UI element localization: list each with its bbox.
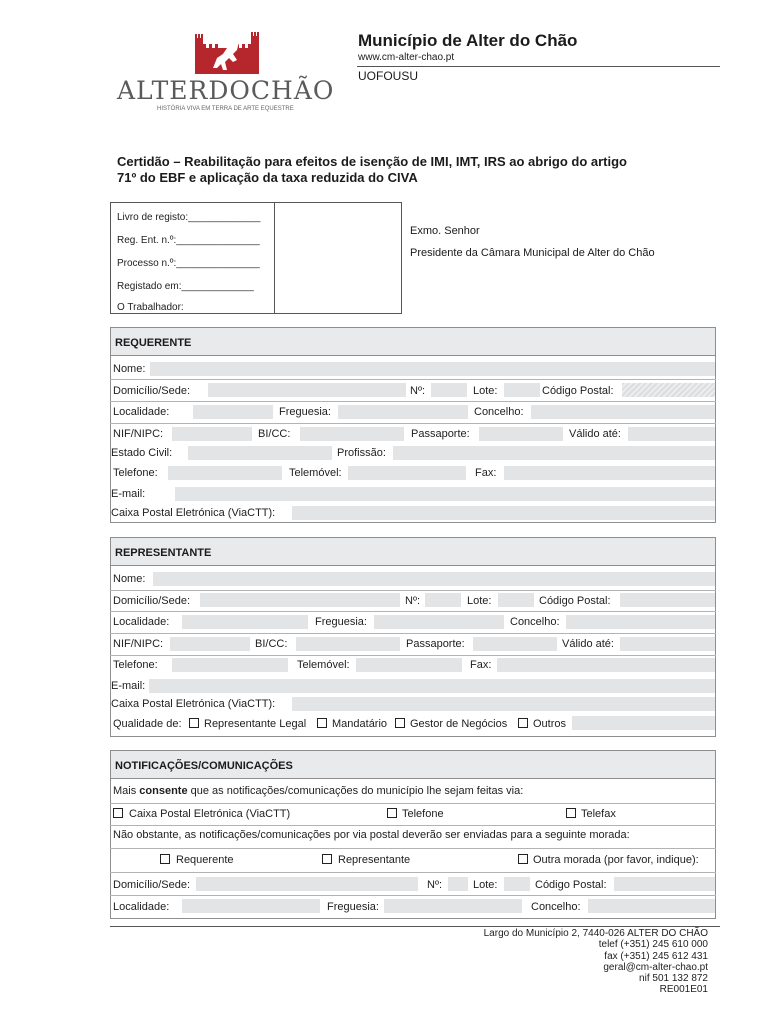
- row-divider: [110, 633, 716, 634]
- representante-numero-field[interactable]: [425, 593, 461, 607]
- option-morada-outra: Outra morada (por favor, indique):: [533, 854, 699, 866]
- label-codigo-postal: Código Postal:: [539, 595, 611, 607]
- label-lote: Lote:: [473, 385, 498, 397]
- requerente-nome-field[interactable]: [150, 362, 715, 376]
- requerente-lote-field[interactable]: [504, 383, 540, 397]
- option-gestor-negocios: Gestor de Negócios: [410, 718, 508, 730]
- representante-telemovel-field[interactable]: [356, 658, 462, 672]
- checkbox-morada-requerente[interactable]: [160, 854, 170, 864]
- requerente-nif-field[interactable]: [172, 427, 252, 441]
- requerente-passaporte-field[interactable]: [479, 427, 563, 441]
- label-concelho: Concelho:: [531, 901, 581, 913]
- notificacoes-concelho-field[interactable]: [588, 899, 715, 913]
- requerente-caixa-postal-field[interactable]: [292, 506, 715, 520]
- label-profissao: Profissão:: [337, 447, 386, 459]
- requerente-numero-field[interactable]: [431, 383, 467, 397]
- representante-lote-field[interactable]: [498, 593, 534, 607]
- label-nif: NIF/NIPC:: [113, 638, 164, 650]
- label-caixa-postal: Caixa Postal Eletrónica (ViaCTT):: [111, 698, 276, 710]
- document-title-line2: 71º do EBF e aplicação da taxa reduzida do CIVA: [117, 170, 418, 185]
- row-divider: [110, 803, 716, 804]
- option-morada-requerente: Requerente: [176, 854, 234, 866]
- postal-note: Não obstante, as notificações/comunicações por via postal deverão ser enviadas para a seguinte morada:: [113, 829, 630, 841]
- row-divider: [110, 848, 716, 849]
- label-email: E-mail:: [111, 488, 146, 500]
- registry-divider: [274, 202, 275, 314]
- representante-outros-field[interactable]: [572, 716, 715, 730]
- requerente-estado-civil-field[interactable]: [188, 446, 332, 460]
- registry-processo: Processo n.º:_______________: [117, 258, 260, 269]
- label-numero: Nº:: [427, 879, 443, 891]
- logo-tagline: HISTÓRIA VIVA EM TERRA DE ARTE EQUESTRE: [157, 106, 294, 112]
- notificacoes-heading: NOTIFICAÇÕES/COMUNICAÇÕES: [111, 751, 715, 779]
- checkbox-morada-representante[interactable]: [322, 854, 332, 864]
- label-telefone: Telefone:: [113, 467, 158, 479]
- label-freguesia: Freguesia:: [279, 406, 331, 418]
- option-representante-legal: Representante Legal: [204, 718, 307, 730]
- requerente-heading: REQUERENTE: [111, 328, 715, 356]
- label-localidade: Localidade:: [113, 616, 170, 628]
- notificacoes-lote-field[interactable]: [504, 877, 530, 891]
- footer-nif: nif 501 132 872: [639, 973, 708, 985]
- label-nome: Nome:: [113, 573, 146, 585]
- representante-localidade-field[interactable]: [182, 615, 308, 629]
- label-caixa-postal: Caixa Postal Eletrónica (ViaCTT):: [111, 507, 276, 519]
- registry-livro: Livro de registo:_____________: [117, 212, 261, 223]
- footer-fax: fax (+351) 245 612 431: [604, 950, 708, 962]
- label-concelho: Concelho:: [510, 616, 560, 628]
- footer-email: geral@cm-alter-chao.pt: [603, 961, 708, 973]
- label-passaporte: Passaporte:: [411, 428, 470, 440]
- footer-divider: [110, 926, 720, 927]
- representante-freguesia-field[interactable]: [374, 615, 504, 629]
- option-morada-representante: Representante: [338, 854, 411, 866]
- requerente-bi-field[interactable]: [300, 427, 404, 441]
- label-numero: Nº:: [410, 385, 426, 397]
- row-divider: [110, 825, 716, 826]
- website-link[interactable]: www.cm-alter-chao.pt: [358, 52, 455, 63]
- label-bi: BI/CC:: [255, 638, 288, 650]
- requerente-freguesia-field[interactable]: [338, 405, 468, 419]
- label-passaporte: Passaporte:: [406, 638, 465, 650]
- row-divider: [110, 611, 716, 612]
- representante-caixa-postal-field[interactable]: [292, 697, 715, 711]
- notificacoes-domicilio-field[interactable]: [196, 877, 418, 891]
- label-telefone: Telefone:: [113, 659, 158, 671]
- requerente-fax-field[interactable]: [504, 466, 715, 480]
- registry-reg-ent: Reg. Ent. n.º:_______________: [117, 235, 260, 246]
- checkbox-mandatario[interactable]: [317, 718, 327, 728]
- addressee-recipient: Presidente da Câmara Municipal de Alter do Chão: [410, 247, 655, 259]
- header-divider: [357, 66, 720, 67]
- label-concelho: Concelho:: [474, 406, 524, 418]
- row-divider: [110, 655, 716, 656]
- option-via-caixa-postal: Caixa Postal Eletrónica (ViaCTT): [129, 808, 291, 820]
- checkbox-outros[interactable]: [518, 718, 528, 728]
- consent-text: Mais consente que as notificações/comunicações do município lhe sejam feitas via:: [113, 785, 524, 797]
- label-nome: Nome:: [113, 363, 146, 375]
- requerente-telemovel-field[interactable]: [348, 466, 466, 480]
- label-codigo-postal: Código Postal:: [535, 879, 607, 891]
- requerente-email-field[interactable]: [175, 487, 715, 501]
- row-divider: [110, 379, 716, 380]
- representante-domicilio-field[interactable]: [200, 593, 400, 607]
- label-bi: BI/CC:: [258, 428, 291, 440]
- checkbox-via-telefone[interactable]: [387, 808, 397, 818]
- label-domicilio: Domicílio/Sede:: [113, 385, 191, 397]
- label-telemovel: Telemóvel:: [297, 659, 350, 671]
- label-domicilio: Domicílio/Sede:: [113, 595, 191, 607]
- representante-telefone-field[interactable]: [172, 658, 288, 672]
- label-localidade: Localidade:: [113, 406, 170, 418]
- footer-form-code: RE001E01: [659, 984, 708, 996]
- requerente-valido-field[interactable]: [628, 427, 715, 441]
- requerente-telefone-field[interactable]: [168, 466, 282, 480]
- label-fax: Fax:: [470, 659, 492, 671]
- municipality-name: Município de Alter do Chão: [358, 31, 578, 50]
- row-divider: [110, 401, 716, 402]
- label-qualidade: Qualidade de:: [113, 718, 182, 730]
- representante-concelho-field[interactable]: [566, 615, 715, 629]
- checkbox-gestor-negocios[interactable]: [395, 718, 405, 728]
- option-via-telefax: Telefax: [581, 808, 616, 820]
- option-via-telefone: Telefone: [402, 808, 444, 820]
- registry-trabalhador: O Trabalhador:: [117, 302, 184, 313]
- label-estado-civil: Estado Civil:: [111, 447, 173, 459]
- municipality-logo: [115, 28, 337, 116]
- footer-address: Largo do Município 2, 7440-026 ALTER DO CHÃO: [483, 928, 708, 939]
- checkbox-representante-legal[interactable]: [189, 718, 199, 728]
- label-freguesia: Freguesia:: [327, 901, 379, 913]
- option-outros: Outros: [533, 718, 567, 730]
- unit-code: UOFOUSU: [358, 69, 418, 83]
- row-divider: [110, 590, 716, 591]
- representante-heading: REPRESENTANTE: [111, 538, 715, 566]
- requerente-codigo-postal-field[interactable]: [622, 383, 715, 397]
- representante-fax-field[interactable]: [497, 658, 715, 672]
- representante-passaporte-field[interactable]: [473, 637, 557, 651]
- representante-nome-field[interactable]: [153, 572, 715, 586]
- label-domicilio: Domicílio/Sede:: [113, 879, 191, 891]
- requerente-localidade-field[interactable]: [193, 405, 273, 419]
- logo-wordmark: ALTERDOCHÃO: [117, 76, 335, 105]
- notificacoes-codigo-postal-field[interactable]: [614, 877, 715, 891]
- label-lote: Lote:: [467, 595, 492, 607]
- checkbox-via-caixa-postal[interactable]: [113, 808, 123, 818]
- addressee-greeting: Exmo. Senhor: [410, 225, 480, 237]
- label-codigo-postal: Código Postal:: [542, 385, 614, 397]
- row-divider: [110, 423, 716, 424]
- notificacoes-freguesia-field[interactable]: [384, 899, 522, 913]
- requerente-concelho-field[interactable]: [531, 405, 715, 419]
- document-title-line1: Certidão – Reabilitação para efeitos de isenção de IMI, IMT, IRS ao abrigo do artigo: [117, 154, 628, 169]
- checkbox-morada-outra[interactable]: [518, 854, 528, 864]
- label-valido: Válido até:: [569, 428, 621, 440]
- registry-registado: Registado em:_____________: [117, 281, 254, 292]
- label-email: E-mail:: [111, 680, 146, 692]
- label-fax: Fax:: [475, 467, 497, 479]
- requerente-domicilio-field[interactable]: [208, 383, 406, 397]
- castle-horse-emblem: [115, 28, 337, 78]
- representante-email-field[interactable]: [149, 679, 715, 693]
- label-freguesia: Freguesia:: [315, 616, 367, 628]
- notificacoes-numero-field[interactable]: [448, 877, 468, 891]
- representante-bi-field[interactable]: [296, 637, 400, 651]
- label-lote: Lote:: [473, 879, 498, 891]
- representante-nif-field[interactable]: [170, 637, 250, 651]
- label-numero: Nº:: [405, 595, 421, 607]
- row-divider: [110, 895, 716, 896]
- label-nif: NIF/NIPC:: [113, 428, 164, 440]
- footer-telef: telef (+351) 245 610 000: [598, 939, 708, 951]
- option-mandatario: Mandatário: [332, 718, 388, 730]
- footer-contact: [484, 928, 708, 996]
- notificacoes-localidade-field[interactable]: [182, 899, 320, 913]
- representante-codigo-postal-field[interactable]: [620, 593, 715, 607]
- representante-valido-field[interactable]: [620, 637, 715, 651]
- label-localidade: Localidade:: [113, 901, 170, 913]
- checkbox-via-telefax[interactable]: [566, 808, 576, 818]
- requerente-profissao-field[interactable]: [393, 446, 715, 460]
- label-telemovel: Telemóvel:: [289, 467, 342, 479]
- row-divider: [110, 872, 716, 873]
- label-valido: Válido até:: [562, 638, 614, 650]
